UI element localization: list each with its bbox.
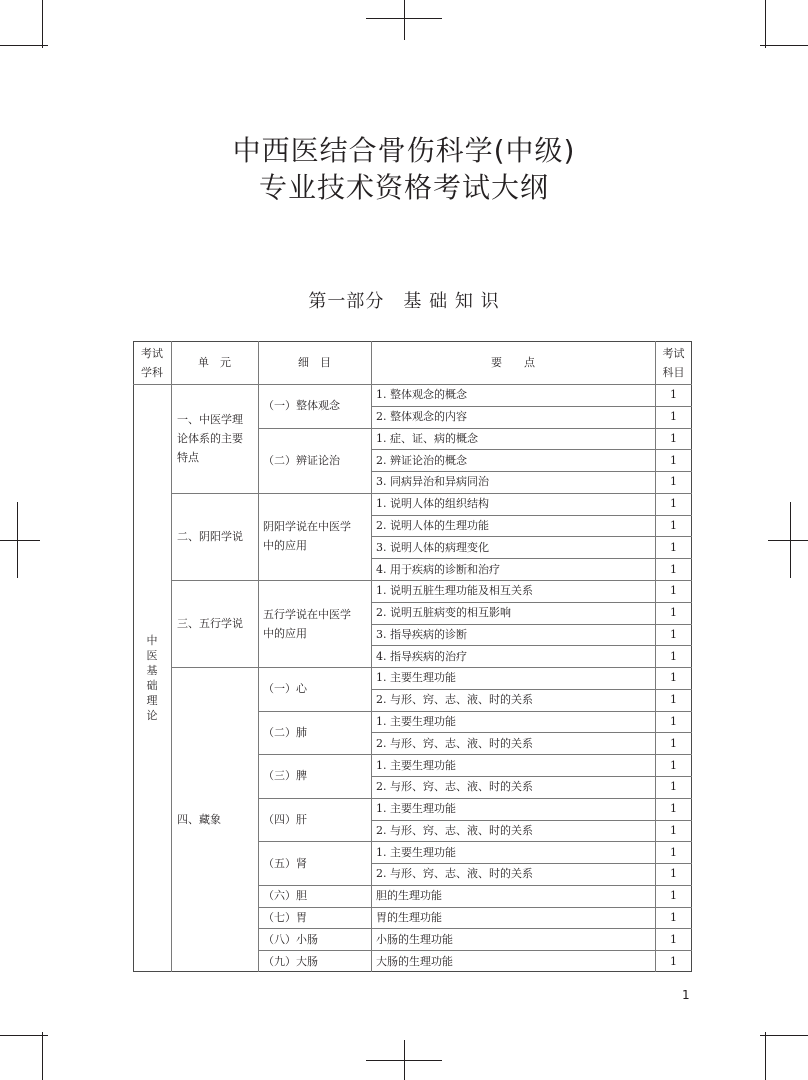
header-exam: 考试 科目 xyxy=(662,346,685,379)
point-cell: 2. 说明人体的生理功能 xyxy=(376,519,489,533)
detail-cell: （七）胃 xyxy=(263,911,307,925)
detail-cell: 阴阳学说在中医学 中的应用 xyxy=(263,520,351,553)
exam-cell: 1 xyxy=(670,932,677,946)
point-cell: 4. 指导疾病的治疗 xyxy=(376,649,467,663)
unit-cell: 一、中医学理 论体系的主要 特点 xyxy=(177,412,243,464)
exam-cell: 1 xyxy=(670,736,677,750)
detail-cell: （八）小肠 xyxy=(263,932,318,946)
point-cell: 1. 主要生理功能 xyxy=(376,671,456,685)
detail-cell: （一）心 xyxy=(263,682,307,696)
document-title-line-1: 中西医结合骨伤科学(中级) xyxy=(232,134,576,167)
unit-cell: 四、藏象 xyxy=(177,813,221,827)
exam-cell: 1 xyxy=(670,453,677,467)
exam-cell: 1 xyxy=(670,540,677,554)
exam-cell: 1 xyxy=(670,497,677,511)
point-cell: 小肠的生理功能 xyxy=(376,932,453,946)
point-cell: 1. 说明人体的组织结构 xyxy=(376,497,489,511)
point-cell: 1. 主要生理功能 xyxy=(376,758,456,772)
point-cell: 2. 辨证论治的概念 xyxy=(376,453,467,467)
point-cell: 大肠的生理功能 xyxy=(376,954,453,968)
exam-cell: 1 xyxy=(670,780,677,794)
exam-cell: 1 xyxy=(670,889,677,903)
part-heading: 第一部分 基 础 知 识 xyxy=(308,291,500,312)
point-cell: 4. 用于疾病的诊断和治疗 xyxy=(376,562,500,576)
point-cell: 1. 主要生理功能 xyxy=(376,802,456,816)
exam-cell: 1 xyxy=(670,584,677,598)
subject-cell: 中 医 基 础 理 论 xyxy=(146,634,158,722)
exam-cell: 1 xyxy=(670,954,677,968)
exam-cell: 1 xyxy=(670,475,677,489)
header-unit: 单 元 xyxy=(198,356,231,369)
detail-cell: （四）肝 xyxy=(263,813,307,827)
exam-cell: 1 xyxy=(670,823,677,837)
exam-cell: 1 xyxy=(670,519,677,533)
detail-cell: （六）胆 xyxy=(263,889,307,903)
point-cell: 1. 说明五脏生理功能及相互关系 xyxy=(376,584,533,598)
detail-cell: （二）肺 xyxy=(263,725,307,739)
point-cell: 3. 说明人体的病理变化 xyxy=(376,540,489,554)
point-cell: 2. 与形、窍、志、液、时的关系 xyxy=(376,780,533,794)
point-cell: 1. 主要生理功能 xyxy=(376,845,456,859)
exam-cell: 1 xyxy=(670,431,677,445)
point-cell: 1. 症、证、病的概念 xyxy=(376,431,478,445)
point-cell: 2. 与形、窍、志、液、时的关系 xyxy=(376,867,533,881)
point-cell: 2. 与形、窍、志、液、时的关系 xyxy=(376,823,533,837)
unit-cell: 三、五行学说 xyxy=(177,617,243,631)
exam-cell: 1 xyxy=(670,845,677,859)
detail-cell: （九）大肠 xyxy=(263,954,318,968)
point-cell: 2. 与形、窍、志、液、时的关系 xyxy=(376,693,533,707)
exam-cell: 1 xyxy=(670,715,677,729)
exam-cell: 1 xyxy=(670,562,677,576)
exam-cell: 1 xyxy=(670,649,677,663)
header-point: 要 点 xyxy=(491,356,535,369)
point-cell: 胃的生理功能 xyxy=(376,911,442,925)
point-cell: 3. 同病异治和异病同治 xyxy=(376,475,489,489)
exam-cell: 1 xyxy=(670,671,677,685)
point-cell: 1. 主要生理功能 xyxy=(376,715,456,729)
header-subject: 考试 学科 xyxy=(141,346,163,379)
point-cell: 2. 与形、窍、志、液、时的关系 xyxy=(376,736,533,750)
point-cell: 2. 整体观念的内容 xyxy=(376,410,467,424)
exam-cell: 1 xyxy=(670,388,677,402)
detail-cell: （五）肾 xyxy=(263,856,307,870)
exam-cell: 1 xyxy=(670,410,677,424)
page-number: 1 xyxy=(682,988,690,1002)
exam-cell: 1 xyxy=(670,867,677,881)
exam-cell: 1 xyxy=(670,606,677,620)
detail-cell: 五行学说在中医学 中的应用 xyxy=(263,607,351,640)
point-cell: 胆的生理功能 xyxy=(376,889,442,903)
document-title-line-2: 专业技术资格考试大纲 xyxy=(258,171,549,204)
exam-cell: 1 xyxy=(670,758,677,772)
detail-cell: （三）脾 xyxy=(263,769,307,783)
unit-cell: 二、阴阳学说 xyxy=(177,529,243,543)
point-cell: 1. 整体观念的概念 xyxy=(376,388,467,402)
detail-cell: （二）辨证论治 xyxy=(263,453,340,467)
exam-cell: 1 xyxy=(670,627,677,641)
detail-cell: （一）整体观念 xyxy=(263,399,340,413)
exam-cell: 1 xyxy=(670,802,677,816)
point-cell: 3. 指导疾病的诊断 xyxy=(376,627,467,641)
exam-cell: 1 xyxy=(670,911,677,925)
point-cell: 2. 说明五脏病变的相互影响 xyxy=(376,606,511,620)
header-detail: 细 目 xyxy=(298,356,331,369)
exam-cell: 1 xyxy=(670,693,677,707)
